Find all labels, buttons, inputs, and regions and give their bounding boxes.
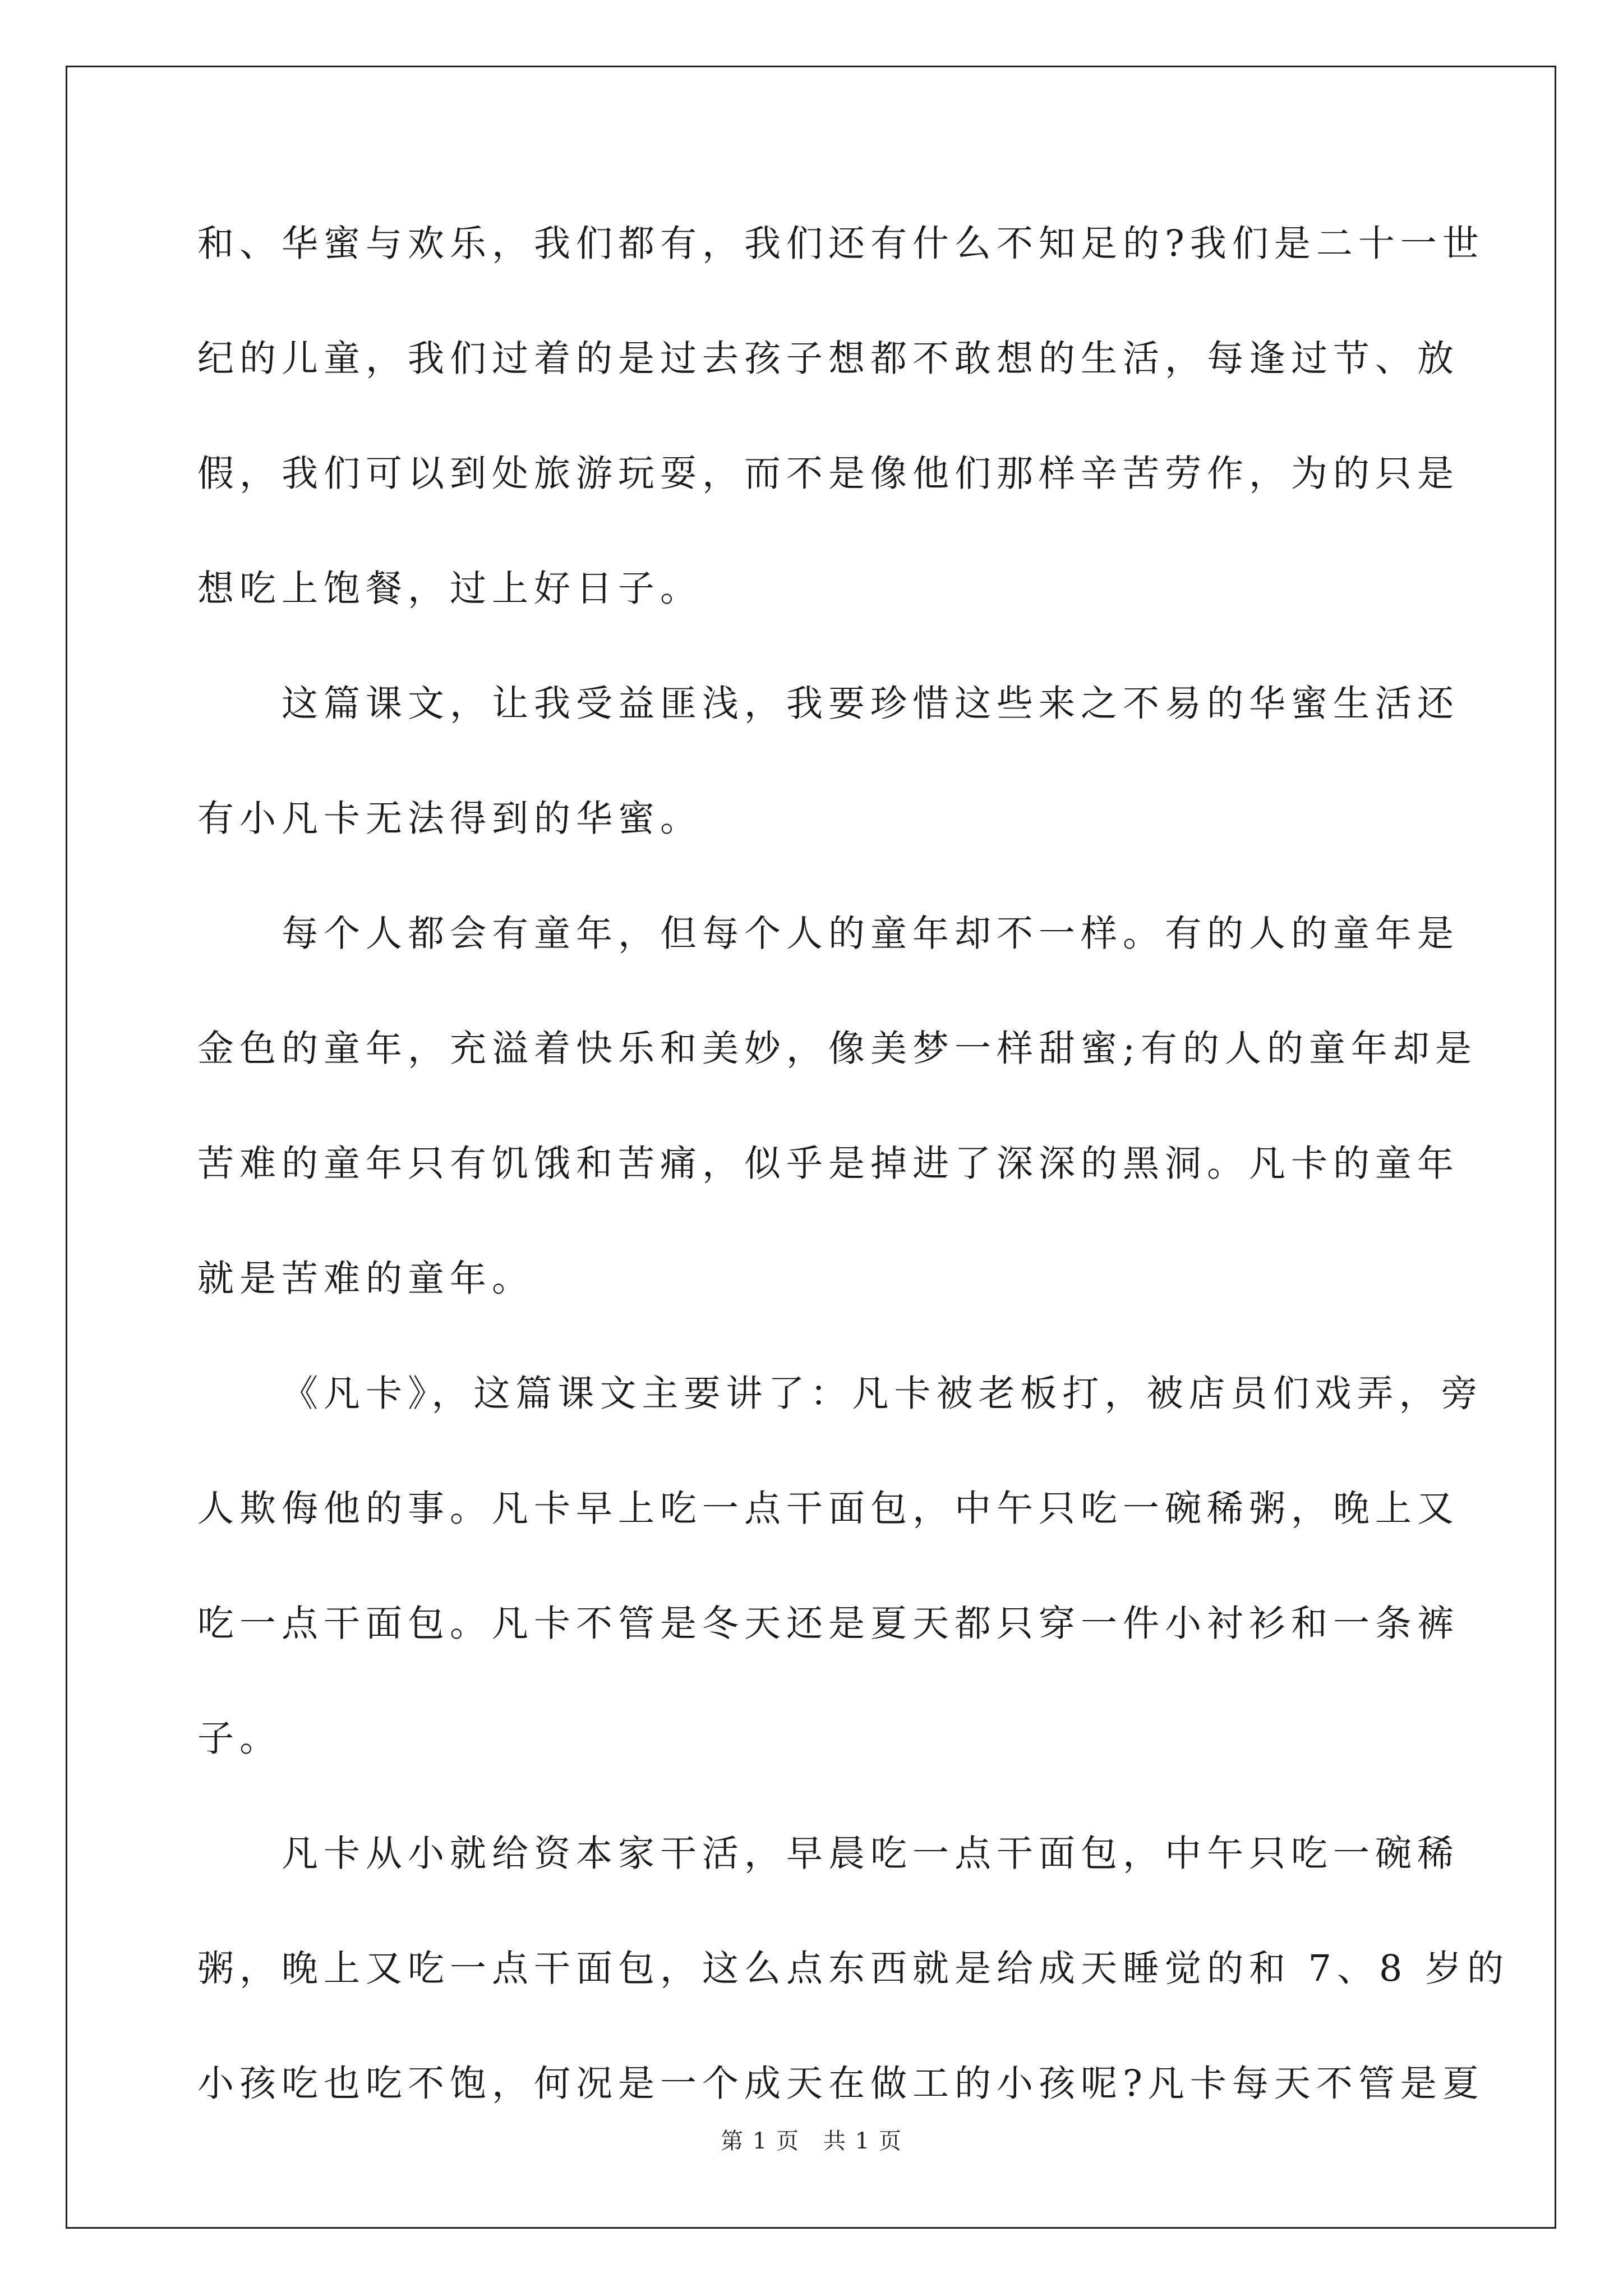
text-line: 这篇课文，让我受益匪浅，我要珍惜这些来之不易的华蜜生活还 [282, 683, 1460, 725]
text-line: 每个人都会有童年，但每个人的童年却不一样。有的人的童年是 [282, 913, 1460, 955]
document-body [197, 202, 1510, 2157]
text-line: 凡卡从小就给资本家干活，早晨吃一点干面包，中午只吃一碗稀 [282, 1833, 1460, 1875]
text-line: 想吃上饱餐，过上好日子。 [197, 568, 703, 610]
text-line: 假，我们可以到处旅游玩耍，而不是像他们那样辛苦劳作，为的只是 [197, 453, 1460, 495]
text-line: 有小凡卡无法得到的华蜜。 [197, 798, 703, 840]
text-line: 人欺侮他的事。凡卡早上吃一点干面包，中午只吃一碗稀粥，晚上又 [197, 1488, 1460, 1530]
text-line: 《凡卡》，这篇课文主要讲了：凡卡被老板打，被店员们戏弄，旁 [282, 1373, 1483, 1415]
text-line: 纪的儿童，我们过着的是过去孩子想都不敢想的生活，每逢过节、放 [197, 338, 1460, 380]
text-line: 子。 [197, 1718, 282, 1760]
text-line: 吃一点干面包。凡卡不管是冬天还是夏天都只穿一件小衬衫和一条裤 [197, 1603, 1460, 1645]
text-line: 金色的童年，充溢着快乐和美妙，像美梦一样甜蜜;有的人的童年却是 [197, 1028, 1477, 1070]
page-number-footer: 第 1 页 共 1 页 [721, 2128, 902, 2154]
text-line: 粥，晚上又吃一点干面包，这么点东西就是给成天睡觉的和 7、8 岁的 [197, 1948, 1510, 1990]
text-line: 苦难的童年只有饥饿和苦痛，似乎是掉进了深深的黑洞。凡卡的童年 [197, 1143, 1460, 1185]
text-line: 小孩吃也吃不饱，何况是一个成天在做工的小孩呢?凡卡每天不管是夏 [197, 2063, 1484, 2105]
text-line: 和、华蜜与欢乐，我们都有，我们还有什么不知足的?我们是二十一世 [197, 223, 1484, 265]
text-line: 就是苦难的童年。 [197, 1258, 534, 1300]
